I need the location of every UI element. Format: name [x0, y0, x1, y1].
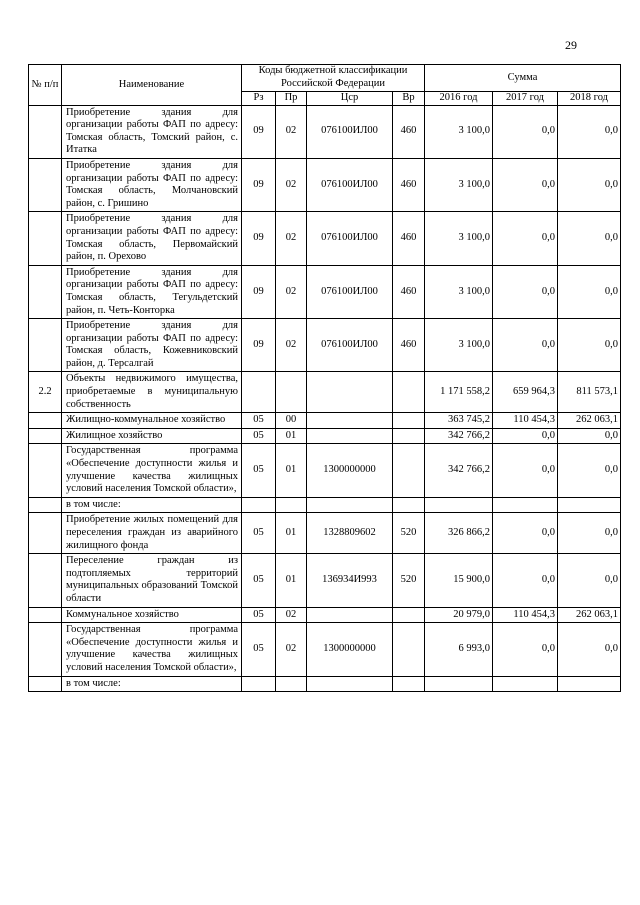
row-2016: 6 993,0: [425, 623, 493, 676]
header-num: № п/п: [29, 65, 62, 106]
row-2016: 20 979,0: [425, 607, 493, 623]
row-2016: 363 745,2: [425, 413, 493, 429]
row-vr: [393, 372, 425, 413]
row-csr: [307, 413, 393, 429]
header-sum: Сумма: [425, 65, 621, 92]
row-rz: 09: [242, 319, 276, 372]
row-2018: 0,0: [558, 158, 621, 211]
row-2018: 0,0: [558, 319, 621, 372]
row-pr: 02: [276, 265, 307, 318]
row-rz: 05: [242, 513, 276, 554]
row-2018: 262 063,1: [558, 413, 621, 429]
row-vr: [393, 676, 425, 692]
row-pr: 00: [276, 413, 307, 429]
row-num: [29, 623, 62, 676]
row-name: Приобретение здания для организации работы ФАП по адресу: Томская область, Томский район, с. Итатка: [62, 105, 242, 158]
row-2017: 110 454,3: [493, 607, 558, 623]
row-2018: 0,0: [558, 428, 621, 444]
table-row: [29, 428, 621, 444]
row-rz: [242, 372, 276, 413]
row-num: [29, 428, 62, 444]
row-num: [29, 554, 62, 607]
row-2018: 0,0: [558, 554, 621, 607]
row-pr: 02: [276, 158, 307, 211]
row-vr: 460: [393, 212, 425, 265]
table-row: [29, 212, 621, 265]
budget-table: [28, 64, 621, 692]
header-2016: 2016 год: [425, 92, 493, 106]
table-row: [29, 513, 621, 554]
table-row: [29, 444, 621, 497]
table-row: [29, 319, 621, 372]
row-2018: 0,0: [558, 105, 621, 158]
row-csr: 076100ИЛ00: [307, 158, 393, 211]
row-name: в том числе:: [62, 497, 242, 513]
row-csr: 1300000000: [307, 444, 393, 497]
table-body: [29, 105, 621, 692]
row-2016: 3 100,0: [425, 319, 493, 372]
row-num: [29, 319, 62, 372]
row-2018: 0,0: [558, 212, 621, 265]
row-2016: 342 766,2: [425, 428, 493, 444]
row-2017: 0,0: [493, 513, 558, 554]
row-pr: 02: [276, 623, 307, 676]
header-2017: 2017 год: [493, 92, 558, 106]
row-2017: 0,0: [493, 265, 558, 318]
page-number: 29: [565, 38, 577, 52]
row-num: [29, 513, 62, 554]
row-2018: 0,0: [558, 265, 621, 318]
row-pr: [276, 676, 307, 692]
row-pr: [276, 372, 307, 413]
row-2017: 0,0: [493, 158, 558, 211]
row-vr: [393, 497, 425, 513]
row-vr: 460: [393, 265, 425, 318]
row-name: в том числе:: [62, 676, 242, 692]
row-pr: 02: [276, 607, 307, 623]
table-row: [29, 413, 621, 429]
row-vr: 520: [393, 554, 425, 607]
row-name: Переселение граждан из подтопляемых территорий муниципальных образований Томской области: [62, 554, 242, 607]
header-name: Наименование: [62, 65, 242, 106]
row-num: [29, 265, 62, 318]
row-num: [29, 212, 62, 265]
row-rz: 05: [242, 607, 276, 623]
row-csr: 076100ИЛ00: [307, 105, 393, 158]
row-name: Коммунальное хозяйство: [62, 607, 242, 623]
row-num: [29, 444, 62, 497]
row-2017: 0,0: [493, 554, 558, 607]
row-2018: 0,0: [558, 513, 621, 554]
row-2016: 3 100,0: [425, 212, 493, 265]
row-2018: [558, 676, 621, 692]
table-row: [29, 554, 621, 607]
row-2016: 3 100,0: [425, 105, 493, 158]
row-csr: 1300000000: [307, 623, 393, 676]
row-vr: 520: [393, 513, 425, 554]
row-pr: 01: [276, 513, 307, 554]
row-2017: [493, 676, 558, 692]
row-rz: 09: [242, 158, 276, 211]
row-2016: [425, 676, 493, 692]
row-vr: 460: [393, 105, 425, 158]
row-num: [29, 105, 62, 158]
row-pr: 01: [276, 444, 307, 497]
row-2016: 1 171 558,2: [425, 372, 493, 413]
row-2017: 0,0: [493, 428, 558, 444]
row-2017: 0,0: [493, 105, 558, 158]
row-rz: [242, 676, 276, 692]
row-vr: [393, 428, 425, 444]
row-rz: 05: [242, 413, 276, 429]
row-name: Приобретение здания для организации работы ФАП по адресу: Томская область, Кожевниковский район, д. Терсалгай: [62, 319, 242, 372]
row-2018: 0,0: [558, 444, 621, 497]
row-csr: 076100ИЛ00: [307, 212, 393, 265]
table-row: [29, 105, 621, 158]
row-vr: 460: [393, 319, 425, 372]
row-2017: [493, 497, 558, 513]
row-csr: 1328809602: [307, 513, 393, 554]
row-csr: 136934И993: [307, 554, 393, 607]
table-row: [29, 372, 621, 413]
row-num: [29, 676, 62, 692]
row-csr: [307, 428, 393, 444]
row-rz: 05: [242, 444, 276, 497]
row-2016: 342 766,2: [425, 444, 493, 497]
row-vr: [393, 607, 425, 623]
row-pr: 02: [276, 105, 307, 158]
row-vr: [393, 413, 425, 429]
table-row: [29, 676, 621, 692]
row-num: [29, 158, 62, 211]
header-codes: Коды бюджетной классификации Российской Федерации: [242, 65, 425, 92]
row-vr: 460: [393, 158, 425, 211]
row-2017: 0,0: [493, 444, 558, 497]
row-name: Приобретение здания для организации работы ФАП по адресу: Томская область, Тегульдетский район, п. Четь-Конторка: [62, 265, 242, 318]
row-2016: 3 100,0: [425, 158, 493, 211]
table-row: [29, 265, 621, 318]
row-2016: 15 900,0: [425, 554, 493, 607]
row-rz: 05: [242, 554, 276, 607]
row-name: Приобретение здания для организации работы ФАП по адресу: Томская область, Первомайский район, п. Орехово: [62, 212, 242, 265]
row-rz: 09: [242, 265, 276, 318]
row-rz: [242, 497, 276, 513]
row-2018: 262 063,1: [558, 607, 621, 623]
row-2017: 0,0: [493, 319, 558, 372]
row-name: Государственная программа «Обеспечение доступности жилья и улучшение качества жилищных условий населения Томской области»,: [62, 623, 242, 676]
row-rz: 05: [242, 623, 276, 676]
row-num: [29, 607, 62, 623]
table-row: [29, 497, 621, 513]
header-2018: 2018 год: [558, 92, 621, 106]
row-rz: 09: [242, 212, 276, 265]
row-num: [29, 497, 62, 513]
row-pr: 02: [276, 212, 307, 265]
row-2016: [425, 497, 493, 513]
table-row: [29, 158, 621, 211]
table-row: [29, 623, 621, 676]
row-rz: 09: [242, 105, 276, 158]
row-csr: 076100ИЛ00: [307, 319, 393, 372]
row-name: Государственная программа «Обеспечение доступности жилья и улучшение качества жилищных условий населения Томской области»,: [62, 444, 242, 497]
row-2016: 3 100,0: [425, 265, 493, 318]
header-csr: Цср: [307, 92, 393, 106]
row-pr: [276, 497, 307, 513]
row-rz: 05: [242, 428, 276, 444]
row-csr: 076100ИЛ00: [307, 265, 393, 318]
header-vr: Вр: [393, 92, 425, 106]
row-2016: 326 866,2: [425, 513, 493, 554]
row-2017: 110 454,3: [493, 413, 558, 429]
row-2018: [558, 497, 621, 513]
row-name: Объекты недвижимого имущества, приобретаемые в муниципальную собственность: [62, 372, 242, 413]
row-pr: 01: [276, 428, 307, 444]
row-csr: [307, 607, 393, 623]
row-csr: [307, 497, 393, 513]
row-2018: 811 573,1: [558, 372, 621, 413]
row-name: Приобретение жилых помещений для переселения граждан из аварийного жилищного фонда: [62, 513, 242, 554]
row-vr: [393, 623, 425, 676]
row-name: Приобретение здания для организации работы ФАП по адресу: Томская область, Молчановский район, с. Гришино: [62, 158, 242, 211]
table-row: [29, 607, 621, 623]
header-pr: Пр: [276, 92, 307, 106]
row-name: Жилищное хозяйство: [62, 428, 242, 444]
row-vr: [393, 444, 425, 497]
row-csr: [307, 372, 393, 413]
row-2018: 0,0: [558, 623, 621, 676]
row-2017: 0,0: [493, 212, 558, 265]
row-csr: [307, 676, 393, 692]
row-2017: 659 964,3: [493, 372, 558, 413]
row-num: [29, 413, 62, 429]
row-name: Жилищно-коммунальное хозяйство: [62, 413, 242, 429]
row-pr: 01: [276, 554, 307, 607]
row-pr: 02: [276, 319, 307, 372]
header-rz: Рз: [242, 92, 276, 106]
header-row-top: [29, 65, 621, 92]
row-2017: 0,0: [493, 623, 558, 676]
row-num: 2.2: [29, 372, 62, 413]
